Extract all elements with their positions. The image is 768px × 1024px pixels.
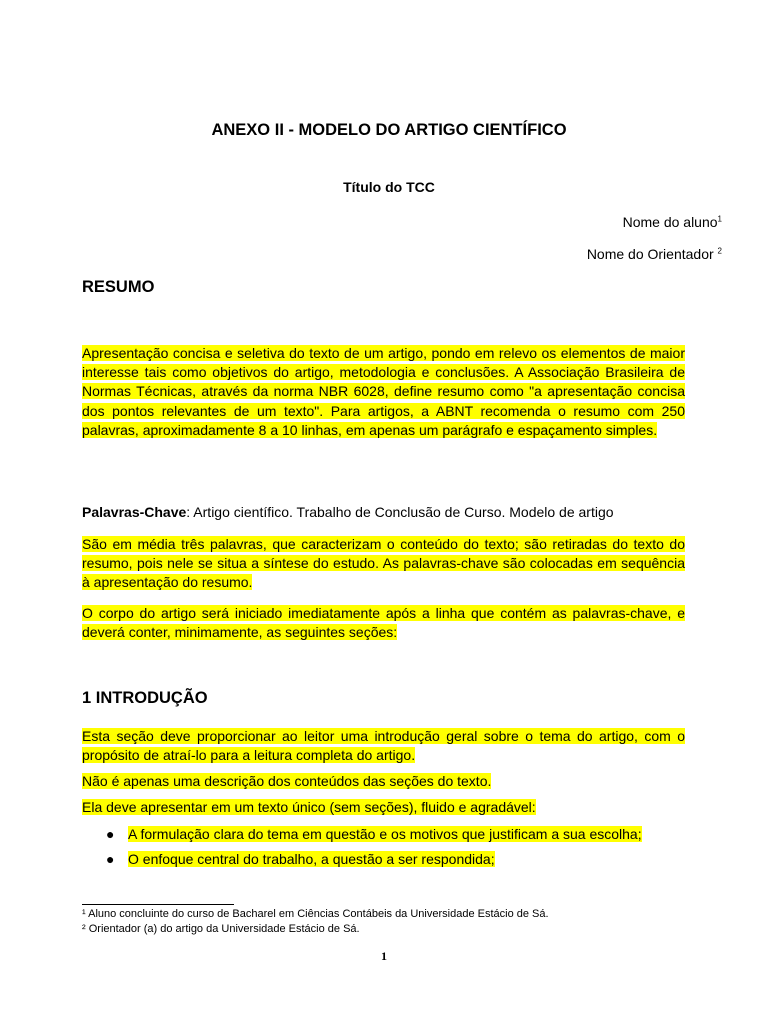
resumo-heading: RESUMO	[82, 278, 155, 296]
intro-paragraph-3-text: Ela deve apresentar em um texto único (sem seções), fluido e agradável:	[82, 799, 536, 815]
document-title: ANEXO II - MODELO DO ARTIGO CIENTÍFICO	[211, 121, 567, 139]
tcc-title: Título do TCC	[343, 179, 435, 195]
resumo-text: Apresentação concisa e seletiva do texto de um artigo, pondo em relevo os elementos de maior interesse tais como objetivos do artigo, metodologia e conclusões. A Associação Brasileira de Normas Técnicas, através da norma NBR 6028, define resumo como "a apresentação concisa dos pontos relevantes de um texto". Para artigos, a ABNT recomenda o resumo com 250 palavras, aproximadamente 8 a 10 linhas, em apenas um parágrafo e espaçamento simples.	[82, 345, 685, 438]
keywords-label: Palavras-Chave	[82, 504, 187, 520]
resumo-paragraph	[82, 344, 685, 440]
list-item-text: A formulação clara do tema em questão e os motivos que justificam a sua escolha;	[128, 826, 642, 842]
intro-heading: 1 INTRODUÇÃO	[82, 689, 208, 707]
keywords-value: : Artigo científico. Trabalho de Conclusão de Curso. Modelo de artigo	[186, 504, 614, 520]
bullet-icon: ●	[106, 851, 115, 867]
keywords-note-2	[82, 604, 685, 642]
keywords-line	[82, 503, 685, 522]
intro-paragraph-2-text: Não é apenas uma descrição dos conteúdos das seções do texto.	[82, 773, 492, 789]
list-item	[82, 822, 685, 847]
advisor-footnote-mark: 2	[717, 246, 722, 256]
footnote-1: ¹ Aluno concluinte do curso de Bacharel em Ciências Contábeis da Universidade Estácio de Sá.	[82, 908, 549, 920]
intro-paragraph-1	[82, 727, 685, 765]
intro-paragraph-3	[82, 798, 685, 817]
page-number: 1	[381, 949, 387, 963]
footnote-2: ² Orientador (a) do artigo da Universidade Estácio de Sá.	[82, 923, 360, 935]
bullet-icon: ●	[106, 826, 115, 842]
footnote-separator	[82, 904, 234, 905]
intro-paragraph-1-text: Esta seção deve proporcionar ao leitor uma introdução geral sobre o tema do artigo, com o propósito de atraí-lo para a leitura completa do artigo.	[82, 728, 685, 764]
intro-bullet-list	[82, 822, 685, 872]
keywords-note-2-text: O corpo do artigo será iniciado imediatamente após a linha que contém as palavras-chave, e deverá conter, minimamente, as seguintes seções:	[82, 605, 685, 641]
advisor-name	[587, 246, 722, 262]
intro-paragraph-2	[82, 772, 685, 791]
keywords-note-1-text: São em média três palavras, que caracterizam o conteúdo do texto; são retiradas do texto do resumo, pois nele se situa a síntese do estudo. As palavras-chave são colocadas em sequência à apresentação do resumo.	[82, 536, 685, 591]
keywords-note-1	[82, 535, 685, 593]
author-footnote-mark: 1	[717, 214, 722, 224]
advisor-name-text: Nome do Orientador	[586, 246, 718, 262]
author-name	[623, 214, 722, 230]
author-name-text: Nome do aluno	[622, 214, 718, 230]
list-item-text: O enfoque central do trabalho, a questão a ser respondida;	[128, 851, 495, 867]
list-item	[82, 847, 685, 872]
